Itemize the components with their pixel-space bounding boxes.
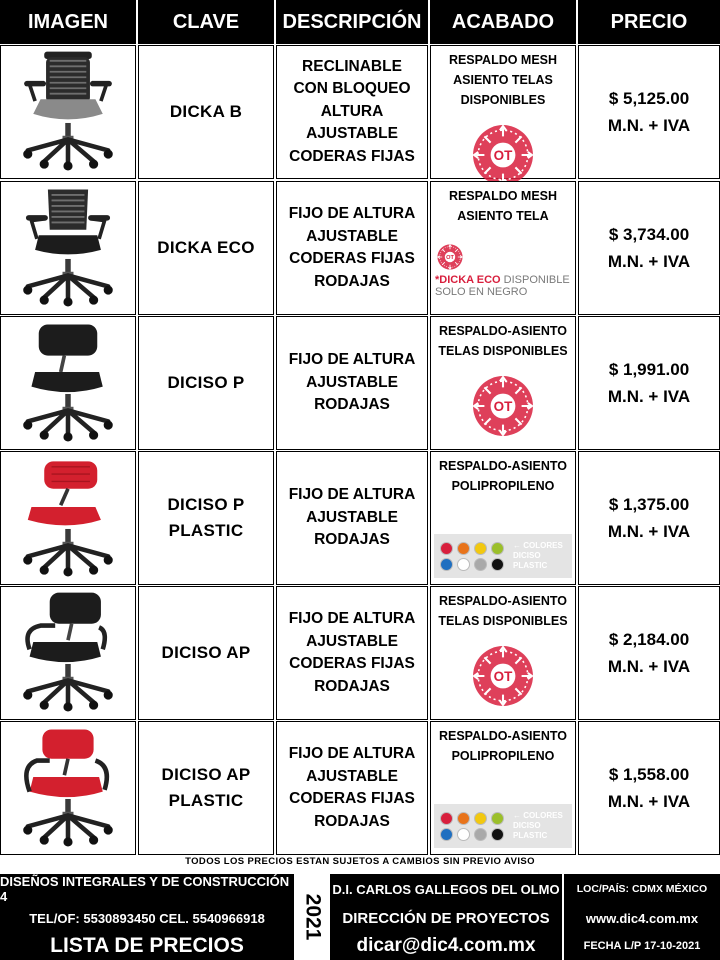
description-line: RODAJAS (314, 812, 390, 830)
color-swatch (457, 812, 470, 825)
chair-image-cell (0, 721, 136, 855)
finish-line: RESPALDO MESH (448, 53, 558, 67)
swatch-label (513, 541, 572, 571)
product-finish (430, 721, 576, 855)
product-price (578, 181, 720, 315)
finish-text (438, 591, 567, 631)
color-swatch-panel (434, 804, 572, 848)
availability-note (435, 274, 571, 298)
finish-text (438, 321, 567, 361)
product-code (138, 181, 274, 315)
color-swatch (491, 828, 504, 841)
finish-text (449, 186, 557, 226)
chair-image-cell (0, 181, 136, 315)
product-price (578, 721, 720, 855)
swatch-label-line: ← COLORES (513, 541, 563, 550)
color-swatch-grid (440, 542, 505, 571)
finish-line: TELAS DISPONIBLES (438, 344, 568, 358)
finish-line: RESPALDO-ASIENTO (438, 729, 568, 743)
description-line: AJUSTABLE (306, 767, 398, 785)
color-swatch (440, 558, 453, 571)
description-line: CODERAS FIJAS (289, 250, 415, 267)
color-swatch (491, 542, 504, 555)
column-header-clave: CLAVE (138, 0, 274, 44)
product-price (578, 45, 720, 179)
availability-note-line (435, 274, 571, 286)
description-line: CODERAS FIJAS (289, 790, 415, 807)
description-line: AJUSTABLE (306, 508, 398, 526)
description-line: FIJO DE ALTURA (288, 351, 416, 369)
product-code-line: DICKA ECO (157, 238, 255, 257)
chair-icon (4, 183, 132, 313)
contact-email[interactable]: dicar@dic4.com.mx (330, 932, 562, 960)
finish-line: RESPALDO-ASIENTO (438, 594, 568, 608)
finish-line: ASIENTO TELA (457, 209, 549, 223)
description-line: FIJO DE ALTURA (288, 205, 416, 222)
description-line: CODERAS FIJAS (289, 655, 415, 672)
chair-icon (4, 588, 132, 718)
finish-line: RESPALDO-ASIENTO (438, 459, 568, 473)
description-line: RODAJAS (314, 272, 390, 290)
chair-icon (4, 453, 132, 583)
description-line: FIJO DE ALTURA (288, 745, 416, 762)
price-currency: M.N. + IVA (607, 792, 691, 811)
description-line: RODAJAS (314, 677, 390, 695)
chair-image-cell (0, 586, 136, 720)
product-finish (430, 316, 576, 450)
description-line: CON BLOQUEO (293, 80, 411, 98)
list-date: FECHA L/P 17-10-2021 (564, 932, 720, 960)
ot-badge-icon (472, 116, 534, 186)
finish-line: DISPONIBLES (460, 93, 546, 107)
svg-text:OT: OT (493, 399, 513, 415)
price-amount: $ 3,734.00 (608, 225, 690, 244)
color-swatch (440, 542, 453, 555)
price-currency: M.N. + IVA (607, 116, 691, 135)
finish-text (439, 456, 567, 496)
product-description (276, 45, 428, 179)
availability-highlight: *DICKA ECO (435, 274, 501, 286)
column-header-acabado: ACABADO (430, 0, 576, 44)
description-line: CODERAS FIJAS (289, 147, 415, 165)
color-swatch-grid (440, 812, 505, 841)
product-description (276, 451, 428, 585)
year-label: 2021 (296, 874, 328, 960)
color-swatch (457, 542, 470, 555)
color-swatch (440, 812, 453, 825)
description-line: FIJO DE ALTURA (288, 610, 416, 627)
product-code-line: DICISO AP (161, 765, 251, 784)
column-header-imagen: IMAGEN (0, 0, 136, 44)
color-swatch-panel (434, 534, 572, 578)
finish-line: POLIPROPILENO (451, 749, 555, 763)
product-price (578, 586, 720, 720)
color-swatch (474, 558, 487, 571)
location: LOC/PAÍS: CDMX MÉXICO (564, 874, 720, 904)
ot-badge-icon (472, 637, 534, 707)
company-phones: TEL/OF: 5530893450 CEL. 5540966918 (0, 904, 294, 932)
chair-image-cell (0, 451, 136, 585)
product-description (276, 721, 428, 855)
product-code (138, 45, 274, 179)
column-header-precio: PRECIO (578, 0, 720, 44)
product-code-line: DICKA B (169, 102, 243, 121)
description-line: AJUSTABLE (306, 373, 398, 391)
description-line: RODAJAS (314, 531, 390, 549)
chair-icon (4, 47, 132, 177)
product-code (138, 586, 274, 720)
svg-text:OT: OT (493, 669, 513, 685)
finish-line: ASIENTO TELAS (453, 73, 553, 87)
product-code (138, 451, 274, 585)
product-code (138, 721, 274, 855)
product-code-line: DICISO AP (161, 643, 251, 662)
description-line: FIJO DE ALTURA (288, 486, 416, 504)
ot-badge-icon (472, 367, 534, 437)
description-line: RECLINABLE (302, 57, 402, 75)
contact-name: D.I. CARLOS GALLEGOS DEL OLMO (330, 874, 562, 904)
chair-icon (4, 318, 132, 448)
price-currency: M.N. + IVA (607, 657, 691, 676)
chair-image-cell (0, 45, 136, 179)
chair-image-cell (0, 316, 136, 450)
description-line: RODAJAS (314, 396, 390, 414)
price-currency: M.N. + IVA (607, 522, 691, 541)
color-swatch (474, 812, 487, 825)
color-swatch (440, 828, 453, 841)
description-line: AJUSTABLE (306, 227, 398, 245)
finish-line: RESPALDO MESH (448, 189, 558, 203)
product-code (138, 316, 274, 450)
availability-text: DISPONIBLE (500, 274, 570, 286)
color-swatch (474, 828, 487, 841)
product-finish (430, 45, 576, 179)
description-line: ALTURA (320, 102, 384, 120)
department-name: DIRECCIÓN DE PROYECTOS (330, 904, 562, 932)
website-link[interactable]: www.dic4.com.mx (564, 904, 720, 932)
finish-text (439, 726, 567, 766)
swatch-label (513, 811, 572, 841)
product-finish (430, 181, 576, 315)
list-title: LISTA DE PRECIOS (0, 932, 294, 960)
product-code-line: DICISO P (167, 373, 245, 392)
product-code-line: PLASTIC (168, 521, 244, 540)
price-amount: $ 5,125.00 (608, 89, 690, 108)
color-swatch (457, 828, 470, 841)
price-amount: $ 1,558.00 (608, 765, 690, 784)
product-description (276, 181, 428, 315)
price-amount: $ 1,991.00 (608, 360, 690, 379)
swatch-label-line: DICISO PLASTIC (513, 551, 548, 570)
product-finish (430, 586, 576, 720)
product-finish (430, 451, 576, 585)
product-code-line: PLASTIC (168, 791, 244, 810)
ot-badge-icon (437, 236, 463, 270)
price-currency: M.N. + IVA (607, 252, 691, 271)
finish-line: TELAS DISPONIBLES (438, 614, 568, 628)
swatch-label-line: ← COLORES (513, 811, 563, 820)
product-code-line: DICISO P (167, 495, 245, 514)
column-header-descripcion: DESCRIPCIÓN (276, 0, 428, 44)
finish-line: POLIPROPILENO (451, 479, 555, 493)
svg-text:OT: OT (446, 255, 454, 262)
product-description (276, 586, 428, 720)
color-swatch (491, 812, 504, 825)
product-price (578, 316, 720, 450)
price-amount: $ 2,184.00 (608, 630, 690, 649)
company-name: DISEÑOS INTEGRALES Y DE CONSTRUCCIÓN 4 (0, 874, 294, 904)
svg-text:OT: OT (493, 148, 513, 164)
description-line: AJUSTABLE (306, 632, 398, 650)
product-price (578, 451, 720, 585)
price-currency: M.N. + IVA (607, 387, 691, 406)
color-swatch (491, 558, 504, 571)
description-line: AJUSTABLE (306, 125, 398, 143)
finish-text (449, 50, 557, 110)
availability-note-line: SOLO EN NEGRO (435, 286, 528, 298)
swatch-label-line: DICISO PLASTIC (513, 821, 548, 840)
color-swatch (474, 542, 487, 555)
chair-icon (4, 723, 132, 853)
price-notice: TODOS LOS PRECIOS ESTAN SUJETOS A CAMBIOS SIN PREVIO AVISO (185, 856, 535, 867)
color-swatch (457, 558, 470, 571)
price-amount: $ 1,375.00 (608, 495, 690, 514)
product-description (276, 316, 428, 450)
finish-line: RESPALDO-ASIENTO (438, 324, 568, 338)
